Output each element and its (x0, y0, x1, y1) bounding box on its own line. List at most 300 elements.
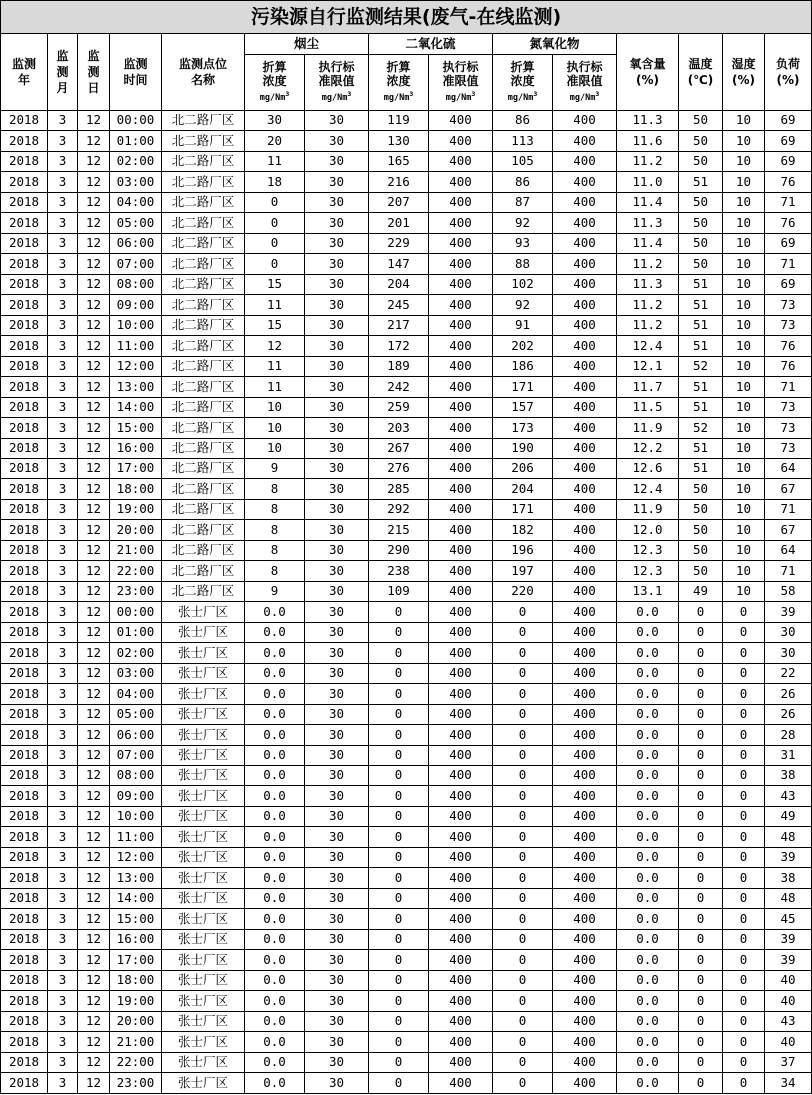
cell-smoke-limit: 30 (305, 663, 369, 683)
cell-month: 3 (48, 1032, 78, 1052)
cell-smoke-conc: 0.0 (245, 847, 305, 867)
cell-time: 15:00 (110, 909, 162, 929)
table-row (1, 561, 812, 581)
cell-year: 2018 (1, 888, 48, 908)
cell-time: 10:00 (110, 806, 162, 826)
header-year: 监测 年 (1, 34, 48, 111)
cell-smoke-limit: 30 (305, 725, 369, 745)
cell-site: 北二路厂区 (162, 151, 245, 171)
cell-time: 02:00 (110, 643, 162, 663)
table-row (1, 213, 812, 233)
cell-so2-conc: 172 (369, 336, 429, 356)
cell-site: 张士厂区 (162, 622, 245, 642)
cell-so2-limit: 400 (429, 377, 493, 397)
cell-smoke-conc: 0.0 (245, 806, 305, 826)
cell-smoke-conc: 0.0 (245, 1052, 305, 1072)
cell-humidity: 10 (723, 295, 765, 315)
cell-month: 3 (48, 663, 78, 683)
cell-year: 2018 (1, 377, 48, 397)
cell-nox-limit: 400 (553, 868, 617, 888)
cell-time: 13:00 (110, 868, 162, 888)
cell-temp: 0 (679, 1011, 723, 1031)
table-row (1, 684, 812, 704)
header-time: 监测 时间 (110, 34, 162, 111)
cell-nox-conc: 0 (493, 684, 553, 704)
cell-month: 3 (48, 192, 78, 212)
cell-smoke-limit: 30 (305, 356, 369, 376)
table-row (1, 725, 812, 745)
cell-month: 3 (48, 561, 78, 581)
cell-humidity: 0 (723, 725, 765, 745)
cell-temp: 51 (679, 315, 723, 335)
cell-year: 2018 (1, 806, 48, 826)
cell-nox-limit: 400 (553, 950, 617, 970)
cell-load: 58 (765, 581, 812, 601)
cell-load: 48 (765, 827, 812, 847)
cell-nox-conc: 0 (493, 1073, 553, 1094)
cell-site: 张士厂区 (162, 806, 245, 826)
cell-so2-conc: 242 (369, 377, 429, 397)
cell-nox-limit: 400 (553, 274, 617, 294)
cell-smoke-limit: 30 (305, 1073, 369, 1094)
cell-month: 3 (48, 1073, 78, 1094)
cell-month: 3 (48, 643, 78, 663)
cell-so2-conc: 0 (369, 725, 429, 745)
cell-humidity: 0 (723, 704, 765, 724)
cell-time: 10:00 (110, 315, 162, 335)
cell-o2: 12.4 (617, 336, 679, 356)
cell-nox-conc: 0 (493, 827, 553, 847)
cell-load: 30 (765, 622, 812, 642)
cell-o2: 0.0 (617, 970, 679, 990)
cell-nox-limit: 400 (553, 377, 617, 397)
cell-so2-conc: 0 (369, 847, 429, 867)
cell-load: 40 (765, 991, 812, 1011)
table-row (1, 1032, 812, 1052)
cell-smoke-limit: 30 (305, 254, 369, 274)
cell-so2-limit: 400 (429, 192, 493, 212)
cell-time: 05:00 (110, 704, 162, 724)
cell-o2: 0.0 (617, 684, 679, 704)
cell-so2-conc: 0 (369, 745, 429, 765)
cell-load: 48 (765, 888, 812, 908)
cell-humidity: 10 (723, 274, 765, 294)
cell-time: 19:00 (110, 991, 162, 1011)
cell-temp: 0 (679, 725, 723, 745)
header-o2: 氧含量 (%) (617, 34, 679, 111)
cell-nox-conc: 197 (493, 561, 553, 581)
cell-smoke-conc: 8 (245, 520, 305, 540)
cell-humidity: 0 (723, 868, 765, 888)
cell-year: 2018 (1, 172, 48, 192)
table-body (1, 111, 812, 1094)
cell-year: 2018 (1, 929, 48, 949)
cell-time: 07:00 (110, 745, 162, 765)
cell-site: 北二路厂区 (162, 540, 245, 560)
cell-humidity: 10 (723, 254, 765, 274)
cell-time: 17:00 (110, 950, 162, 970)
cell-smoke-conc: 10 (245, 418, 305, 438)
cell-temp: 51 (679, 336, 723, 356)
cell-nox-conc: 0 (493, 929, 553, 949)
cell-temp: 0 (679, 1032, 723, 1052)
table-row (1, 458, 812, 478)
cell-temp: 0 (679, 991, 723, 1011)
cell-load: 73 (765, 438, 812, 458)
cell-o2: 12.3 (617, 561, 679, 581)
cell-so2-limit: 400 (429, 438, 493, 458)
cell-smoke-limit: 30 (305, 827, 369, 847)
cell-day: 12 (78, 213, 110, 233)
cell-nox-conc: 0 (493, 602, 553, 622)
cell-smoke-limit: 30 (305, 377, 369, 397)
cell-load: 73 (765, 315, 812, 335)
cell-humidity: 10 (723, 479, 765, 499)
cell-site: 北二路厂区 (162, 233, 245, 253)
cell-year: 2018 (1, 336, 48, 356)
cell-smoke-conc: 0 (245, 192, 305, 212)
cell-o2: 11.7 (617, 377, 679, 397)
cell-o2: 0.0 (617, 991, 679, 1011)
cell-smoke-conc: 0.0 (245, 991, 305, 1011)
cell-site: 北二路厂区 (162, 111, 245, 131)
cell-day: 12 (78, 909, 110, 929)
cell-load: 76 (765, 336, 812, 356)
cell-load: 71 (765, 377, 812, 397)
cell-o2: 12.3 (617, 540, 679, 560)
cell-smoke-limit: 30 (305, 418, 369, 438)
cell-year: 2018 (1, 602, 48, 622)
cell-humidity: 0 (723, 1032, 765, 1052)
cell-smoke-limit: 30 (305, 991, 369, 1011)
cell-nox-limit: 400 (553, 684, 617, 704)
cell-smoke-limit: 30 (305, 561, 369, 581)
cell-nox-conc: 86 (493, 172, 553, 192)
cell-o2: 11.2 (617, 295, 679, 315)
header-so2-conc: 折算 浓度 mg/Nm$^3$ (369, 55, 429, 111)
cell-nox-limit: 400 (553, 643, 617, 663)
cell-so2-limit: 400 (429, 1011, 493, 1031)
cell-year: 2018 (1, 1073, 48, 1094)
cell-so2-conc: 217 (369, 315, 429, 335)
cell-so2-conc: 0 (369, 950, 429, 970)
cell-smoke-limit: 30 (305, 868, 369, 888)
cell-nox-conc: 0 (493, 806, 553, 826)
cell-site: 北二路厂区 (162, 336, 245, 356)
header-so2-limit: 执行标 准限值 mg/Nm$^3$ (429, 55, 493, 111)
header-smoke-limit: 执行标 准限值 mg/Nm$^3$ (305, 55, 369, 111)
cell-so2-limit: 400 (429, 1032, 493, 1052)
cell-o2: 11.2 (617, 315, 679, 335)
header-group-so2: 二氧化硫 (369, 34, 493, 55)
cell-time: 02:00 (110, 151, 162, 171)
cell-smoke-limit: 30 (305, 111, 369, 131)
cell-year: 2018 (1, 499, 48, 519)
cell-humidity: 0 (723, 1052, 765, 1072)
cell-smoke-limit: 30 (305, 274, 369, 294)
cell-nox-conc: 157 (493, 397, 553, 417)
cell-temp: 50 (679, 192, 723, 212)
table-row (1, 950, 812, 970)
cell-load: 39 (765, 602, 812, 622)
cell-temp: 0 (679, 663, 723, 683)
cell-nox-conc: 0 (493, 643, 553, 663)
cell-so2-conc: 0 (369, 1032, 429, 1052)
cell-o2: 11.6 (617, 131, 679, 151)
cell-nox-limit: 400 (553, 233, 617, 253)
cell-year: 2018 (1, 909, 48, 929)
cell-month: 3 (48, 684, 78, 704)
cell-month: 3 (48, 888, 78, 908)
cell-nox-conc: 0 (493, 970, 553, 990)
cell-smoke-conc: 8 (245, 540, 305, 560)
cell-so2-limit: 400 (429, 766, 493, 786)
table-row (1, 1073, 812, 1094)
cell-smoke-conc: 18 (245, 172, 305, 192)
table-row (1, 602, 812, 622)
cell-temp: 50 (679, 561, 723, 581)
table-row (1, 233, 812, 253)
cell-so2-limit: 400 (429, 950, 493, 970)
cell-temp: 50 (679, 254, 723, 274)
table-row (1, 581, 812, 601)
table-row (1, 111, 812, 131)
cell-load: 76 (765, 172, 812, 192)
cell-o2: 12.0 (617, 520, 679, 540)
cell-nox-conc: 173 (493, 418, 553, 438)
cell-so2-conc: 201 (369, 213, 429, 233)
cell-month: 3 (48, 725, 78, 745)
cell-temp: 50 (679, 479, 723, 499)
cell-time: 01:00 (110, 131, 162, 151)
cell-day: 12 (78, 233, 110, 253)
cell-temp: 0 (679, 745, 723, 765)
cell-load: 73 (765, 418, 812, 438)
cell-so2-conc: 215 (369, 520, 429, 540)
cell-time: 12:00 (110, 356, 162, 376)
cell-nox-conc: 196 (493, 540, 553, 560)
cell-time: 12:00 (110, 847, 162, 867)
cell-time: 21:00 (110, 540, 162, 560)
cell-so2-limit: 400 (429, 888, 493, 908)
table-row (1, 909, 812, 929)
cell-smoke-conc: 0.0 (245, 725, 305, 745)
cell-so2-conc: 0 (369, 1073, 429, 1094)
cell-year: 2018 (1, 131, 48, 151)
cell-humidity: 0 (723, 970, 765, 990)
cell-day: 12 (78, 888, 110, 908)
cell-temp: 51 (679, 295, 723, 315)
cell-day: 12 (78, 315, 110, 335)
cell-nox-conc: 204 (493, 479, 553, 499)
cell-so2-limit: 400 (429, 868, 493, 888)
cell-load: 73 (765, 295, 812, 315)
cell-temp: 51 (679, 397, 723, 417)
cell-load: 69 (765, 233, 812, 253)
cell-so2-conc: 0 (369, 888, 429, 908)
cell-nox-conc: 186 (493, 356, 553, 376)
cell-smoke-limit: 30 (305, 192, 369, 212)
table-row (1, 274, 812, 294)
cell-temp: 0 (679, 847, 723, 867)
cell-so2-limit: 400 (429, 745, 493, 765)
cell-temp: 0 (679, 1073, 723, 1094)
cell-day: 12 (78, 868, 110, 888)
cell-so2-conc: 0 (369, 622, 429, 642)
header-temp: 温度 (℃) (679, 34, 723, 111)
cell-day: 12 (78, 929, 110, 949)
cell-nox-conc: 0 (493, 766, 553, 786)
cell-nox-conc: 190 (493, 438, 553, 458)
header-day: 监 测 日 (78, 34, 110, 111)
cell-day: 12 (78, 704, 110, 724)
cell-time: 14:00 (110, 888, 162, 908)
cell-smoke-conc: 0.0 (245, 1011, 305, 1031)
cell-humidity: 10 (723, 458, 765, 478)
cell-smoke-limit: 30 (305, 172, 369, 192)
cell-humidity: 0 (723, 602, 765, 622)
cell-so2-limit: 400 (429, 725, 493, 745)
cell-load: 43 (765, 786, 812, 806)
cell-nox-limit: 400 (553, 131, 617, 151)
cell-time: 05:00 (110, 213, 162, 233)
cell-time: 01:00 (110, 622, 162, 642)
table-row (1, 479, 812, 499)
cell-so2-limit: 400 (429, 704, 493, 724)
cell-smoke-limit: 30 (305, 151, 369, 171)
cell-nox-limit: 400 (553, 479, 617, 499)
cell-humidity: 0 (723, 766, 765, 786)
cell-smoke-limit: 30 (305, 766, 369, 786)
cell-time: 06:00 (110, 725, 162, 745)
cell-year: 2018 (1, 315, 48, 335)
table-row (1, 766, 812, 786)
cell-nox-conc: 202 (493, 336, 553, 356)
cell-month: 3 (48, 111, 78, 131)
cell-temp: 0 (679, 622, 723, 642)
header-site: 监测点位 名称 (162, 34, 245, 111)
cell-site: 张士厂区 (162, 909, 245, 929)
cell-year: 2018 (1, 458, 48, 478)
cell-nox-limit: 400 (553, 847, 617, 867)
cell-temp: 0 (679, 827, 723, 847)
cell-nox-conc: 91 (493, 315, 553, 335)
cell-time: 00:00 (110, 602, 162, 622)
cell-so2-conc: 0 (369, 684, 429, 704)
cell-smoke-limit: 30 (305, 909, 369, 929)
cell-nox-limit: 400 (553, 397, 617, 417)
cell-so2-limit: 400 (429, 561, 493, 581)
cell-day: 12 (78, 254, 110, 274)
cell-nox-limit: 400 (553, 602, 617, 622)
cell-o2: 12.1 (617, 356, 679, 376)
cell-time: 09:00 (110, 786, 162, 806)
table-row (1, 418, 812, 438)
cell-smoke-conc: 0.0 (245, 1032, 305, 1052)
cell-temp: 0 (679, 970, 723, 990)
cell-month: 3 (48, 847, 78, 867)
cell-month: 3 (48, 622, 78, 642)
cell-humidity: 0 (723, 622, 765, 642)
cell-time: 03:00 (110, 172, 162, 192)
cell-nox-limit: 400 (553, 1011, 617, 1031)
cell-time: 04:00 (110, 684, 162, 704)
cell-temp: 0 (679, 684, 723, 704)
cell-so2-conc: 0 (369, 1052, 429, 1072)
cell-o2: 0.0 (617, 1032, 679, 1052)
cell-smoke-limit: 30 (305, 499, 369, 519)
cell-smoke-limit: 30 (305, 684, 369, 704)
cell-o2: 0.0 (617, 1052, 679, 1072)
cell-nox-limit: 400 (553, 418, 617, 438)
cell-nox-conc: 220 (493, 581, 553, 601)
cell-temp: 0 (679, 929, 723, 949)
cell-so2-limit: 400 (429, 1052, 493, 1072)
cell-so2-conc: 0 (369, 786, 429, 806)
cell-day: 12 (78, 745, 110, 765)
table-row (1, 704, 812, 724)
cell-smoke-conc: 0.0 (245, 602, 305, 622)
cell-site: 张士厂区 (162, 991, 245, 1011)
cell-smoke-limit: 30 (305, 1011, 369, 1031)
cell-load: 49 (765, 806, 812, 826)
cell-so2-conc: 0 (369, 806, 429, 826)
cell-month: 3 (48, 295, 78, 315)
cell-humidity: 0 (723, 888, 765, 908)
cell-smoke-conc: 8 (245, 479, 305, 499)
cell-day: 12 (78, 111, 110, 131)
cell-smoke-limit: 30 (305, 520, 369, 540)
cell-site: 北二路厂区 (162, 397, 245, 417)
cell-year: 2018 (1, 950, 48, 970)
cell-nox-limit: 400 (553, 806, 617, 826)
cell-time: 07:00 (110, 254, 162, 274)
cell-temp: 50 (679, 499, 723, 519)
cell-load: 37 (765, 1052, 812, 1072)
table-row (1, 315, 812, 335)
cell-o2: 0.0 (617, 602, 679, 622)
cell-year: 2018 (1, 581, 48, 601)
cell-month: 3 (48, 540, 78, 560)
cell-humidity: 10 (723, 418, 765, 438)
cell-load: 26 (765, 704, 812, 724)
cell-nox-limit: 400 (553, 766, 617, 786)
cell-day: 12 (78, 172, 110, 192)
cell-year: 2018 (1, 1032, 48, 1052)
cell-time: 11:00 (110, 336, 162, 356)
cell-o2: 0.0 (617, 806, 679, 826)
cell-month: 3 (48, 704, 78, 724)
cell-smoke-limit: 30 (305, 950, 369, 970)
cell-load: 71 (765, 192, 812, 212)
cell-site: 张士厂区 (162, 786, 245, 806)
cell-so2-conc: 204 (369, 274, 429, 294)
cell-month: 3 (48, 806, 78, 826)
cell-day: 12 (78, 499, 110, 519)
cell-time: 14:00 (110, 397, 162, 417)
cell-temp: 49 (679, 581, 723, 601)
cell-year: 2018 (1, 520, 48, 540)
cell-month: 3 (48, 254, 78, 274)
cell-day: 12 (78, 602, 110, 622)
cell-day: 12 (78, 847, 110, 867)
cell-month: 3 (48, 991, 78, 1011)
cell-smoke-limit: 30 (305, 1032, 369, 1052)
cell-site: 张士厂区 (162, 1032, 245, 1052)
cell-so2-limit: 400 (429, 111, 493, 131)
cell-nox-limit: 400 (553, 888, 617, 908)
header-month: 监 测 月 (48, 34, 78, 111)
